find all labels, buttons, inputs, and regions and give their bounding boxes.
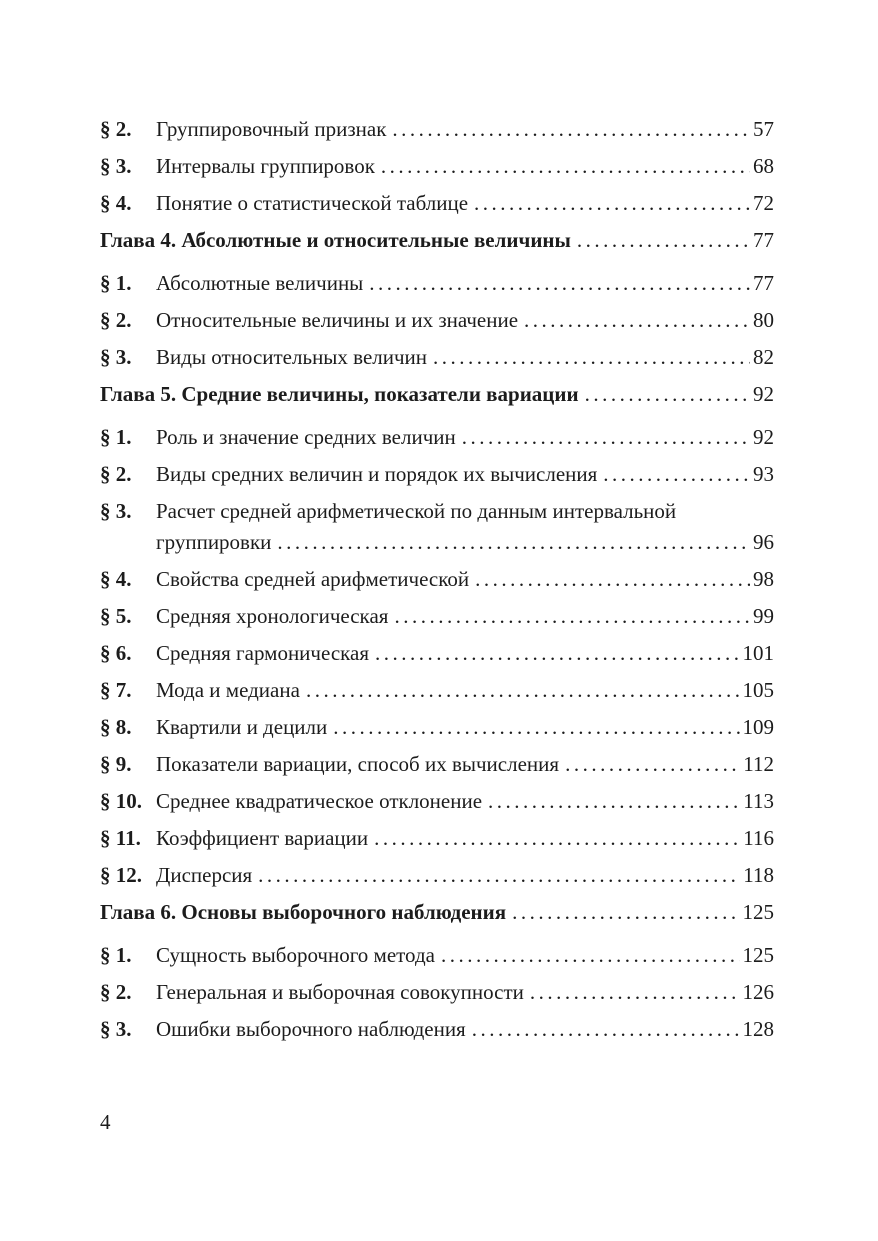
- toc-section-row: [100, 640, 774, 666]
- entry-title: Виды относительных величин: [156, 345, 428, 369]
- section-label: § 7.: [100, 678, 132, 702]
- toc-section-row: [100, 714, 774, 740]
- section-label: § 11.: [100, 826, 141, 850]
- entry-title: Роль и значение средних величин: [156, 425, 456, 449]
- toc-section-row: [100, 1016, 774, 1042]
- chapter-title: Глава 5. Средние величины, показатели вариации: [100, 382, 579, 406]
- section-label: § 4.: [100, 567, 132, 591]
- entry-title: Свойства средней арифметической: [156, 567, 470, 591]
- dot-leader: [603, 461, 750, 487]
- page-ref: 112: [743, 752, 774, 776]
- page-ref: 128: [742, 1017, 774, 1041]
- toc-section-row: [100, 461, 774, 487]
- entry-title: Расчет средней арифметической по данным интервальной: [156, 499, 677, 523]
- toc-section-row: [100, 825, 774, 851]
- toc-section-row: [100, 190, 774, 216]
- toc-section-row: [100, 979, 774, 1005]
- folio-page-number: 4: [100, 1110, 111, 1134]
- page-ref: 113: [743, 789, 774, 813]
- entry-title: Мода и медиана: [156, 678, 300, 702]
- entry-title: Сущность выборочного метода: [156, 943, 435, 967]
- section-label: § 4.: [100, 191, 132, 215]
- page-ref: 109: [742, 715, 774, 739]
- dot-leader: [433, 344, 750, 370]
- dot-leader: [524, 307, 750, 333]
- page-ref: 82: [753, 345, 774, 369]
- chapter-title: Глава 6. Основы выборочного наблюдения: [100, 900, 507, 924]
- dot-leader: [462, 424, 750, 450]
- toc-section-row: [100, 307, 774, 333]
- section-label: § 6.: [100, 641, 132, 665]
- dot-leader: [381, 153, 750, 179]
- entry-title: Коэффициент вариации: [156, 826, 369, 850]
- dot-leader: [530, 979, 740, 1005]
- dot-leader: [392, 116, 750, 142]
- section-label: § 3.: [100, 499, 132, 523]
- toc-section-row: [100, 751, 774, 777]
- page-ref: 57: [753, 117, 774, 141]
- dot-leader: [369, 270, 750, 296]
- entry-title: Относительные величины и их значение: [156, 308, 519, 332]
- dot-leader: [472, 1016, 740, 1042]
- page-ref: 99: [753, 604, 774, 628]
- entry-title-continued: группировки: [156, 530, 272, 554]
- entry-title: Показатели вариации, способ их вычисления: [156, 752, 560, 776]
- toc-section-row: [100, 942, 774, 968]
- section-label: § 3.: [100, 154, 132, 178]
- page-ref: 98: [753, 567, 774, 591]
- toc-section-row: [100, 677, 774, 703]
- toc-section-row: [100, 344, 774, 370]
- dot-leader: [488, 788, 740, 814]
- section-label: § 10.: [100, 789, 142, 813]
- entry-title: Квартили и децили: [156, 715, 328, 739]
- section-label: § 2.: [100, 308, 132, 332]
- dot-leader: [577, 227, 750, 253]
- dot-leader: [585, 381, 750, 407]
- entry-title: Средняя гармоническая: [156, 641, 370, 665]
- toc-section-row: [100, 566, 774, 592]
- section-label: § 2.: [100, 117, 132, 141]
- entry-title: Группировочный признак: [156, 117, 387, 141]
- dot-leader: [475, 566, 750, 592]
- toc-section-row: [100, 603, 774, 629]
- chapter-title: Глава 4. Абсолютные и относительные величины: [100, 228, 571, 252]
- section-label: § 2.: [100, 462, 132, 486]
- page-ref: 80: [753, 308, 774, 332]
- toc-chapter-row: [100, 899, 774, 925]
- entry-title: Ошибки выборочного наблюдения: [156, 1017, 466, 1041]
- toc-section-row: [100, 116, 774, 142]
- dot-leader: [441, 942, 740, 968]
- page-ref: 125: [742, 900, 774, 924]
- section-label: § 1.: [100, 943, 132, 967]
- section-label: § 5.: [100, 604, 132, 628]
- entry-title: Средняя хронологическая: [156, 604, 389, 628]
- section-label: § 2.: [100, 980, 132, 1004]
- section-label: § 3.: [100, 345, 132, 369]
- page-ref: 96: [753, 530, 774, 554]
- dot-leader: [512, 899, 739, 925]
- page-ref: 101: [742, 641, 774, 665]
- entry-title: Абсолютные величины: [156, 271, 364, 295]
- dot-leader: [474, 190, 750, 216]
- page-ref: 68: [753, 154, 774, 178]
- page-ref: 77: [753, 271, 774, 295]
- entry-title: Дисперсия: [156, 863, 253, 887]
- dot-leader: [374, 825, 740, 851]
- dot-leader: [333, 714, 739, 740]
- toc-section-row: [100, 788, 774, 814]
- toc-section-row: [100, 153, 774, 179]
- section-label: § 1.: [100, 271, 132, 295]
- dot-leader: [306, 677, 740, 703]
- dot-leader: [258, 862, 740, 888]
- page-ref: 77: [753, 228, 774, 252]
- entry-title: Генеральная и выборочная совокупности: [156, 980, 524, 1004]
- section-label: § 3.: [100, 1017, 132, 1041]
- toc-chapter-row: [100, 227, 774, 253]
- toc-section-row-continued: [100, 529, 774, 555]
- page-ref: 92: [753, 425, 774, 449]
- entry-title: Понятие о статистической таблице: [156, 191, 469, 215]
- section-label: § 9.: [100, 752, 132, 776]
- toc-chapter-row: [100, 381, 774, 407]
- page-ref: 93: [753, 462, 774, 486]
- section-label: § 1.: [100, 425, 132, 449]
- page-ref: 118: [743, 863, 774, 887]
- toc-section-row: [100, 862, 774, 888]
- page-ref: 125: [742, 943, 774, 967]
- page-ref: 126: [742, 980, 774, 1004]
- dot-leader: [277, 529, 750, 555]
- page-ref: 72: [753, 191, 774, 215]
- page-ref: 105: [742, 678, 774, 702]
- toc-list: [100, 116, 774, 1053]
- dot-leader: [375, 640, 739, 666]
- section-label: § 12.: [100, 863, 142, 887]
- page-ref: 116: [743, 826, 774, 850]
- section-label: § 8.: [100, 715, 132, 739]
- page-ref: 92: [753, 382, 774, 406]
- dot-leader: [394, 603, 750, 629]
- dot-leader: [565, 751, 740, 777]
- entry-title: Интервалы группировок: [156, 154, 375, 178]
- toc-section-row: [100, 424, 774, 450]
- toc-section-row: [100, 270, 774, 296]
- toc-section-row: [100, 498, 774, 524]
- entry-title: Среднее квадратическое отклонение: [156, 789, 483, 813]
- entry-title: Виды средних величин и порядок их вычисления: [156, 462, 598, 486]
